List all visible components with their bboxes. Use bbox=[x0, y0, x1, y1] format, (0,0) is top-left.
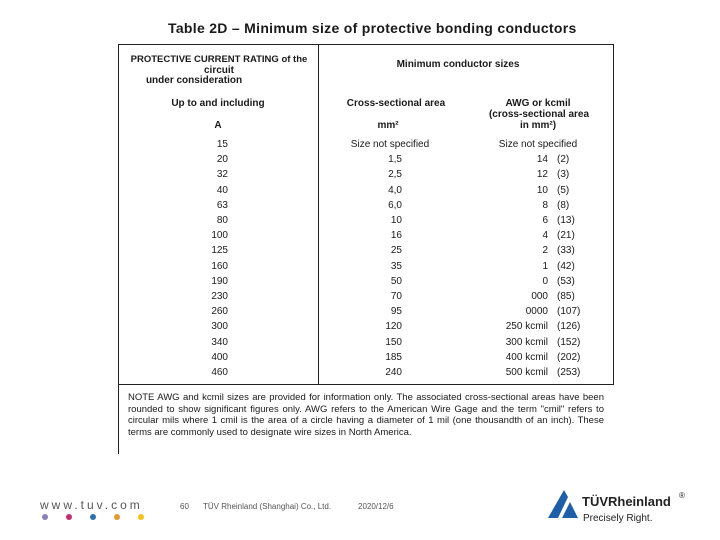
current-rating-cell: 400 bbox=[211, 352, 228, 363]
cross-section-cell: 6,0 bbox=[388, 200, 402, 211]
header-awg-line1: AWG or kcmil bbox=[505, 98, 571, 109]
header-up-to-unit: A bbox=[214, 120, 222, 131]
color-dot bbox=[66, 514, 72, 520]
current-rating-cell: 125 bbox=[211, 245, 228, 256]
awg-mm2-cell: (253) bbox=[557, 367, 581, 378]
awg-cell: 500 kcmil bbox=[505, 367, 548, 378]
cross-section-cell: 185 bbox=[385, 352, 402, 363]
awg-mm2-cell: (107) bbox=[557, 306, 581, 317]
table-title: Table 2D – Minimum size of protective bonding conductors bbox=[168, 20, 577, 36]
table-top-border bbox=[118, 44, 614, 45]
header-csa: Cross-sectional area bbox=[346, 98, 446, 109]
brand-tagline: Precisely Right. bbox=[583, 513, 653, 524]
awg-mm2-cell: (3) bbox=[557, 169, 570, 180]
awg-cell: Size not specified bbox=[498, 139, 578, 150]
cross-section-cell: 70 bbox=[390, 291, 402, 302]
awg-cell: 1 bbox=[542, 261, 548, 272]
current-rating-cell: 80 bbox=[216, 215, 228, 226]
color-dot bbox=[42, 514, 48, 520]
header-rating-line1: PROTECTIVE CURRENT RATING of the bbox=[130, 54, 308, 65]
cross-section-cell: 25 bbox=[390, 245, 402, 256]
color-dot bbox=[138, 514, 144, 520]
header-csa-unit: mm² bbox=[377, 120, 399, 131]
header-awg-line2: (cross-sectional area bbox=[488, 109, 590, 120]
awg-cell: 12 bbox=[536, 169, 548, 180]
header-rating-line3: under consideration bbox=[145, 75, 243, 86]
awg-cell: 8 bbox=[542, 200, 548, 211]
header-rating-line2: circuit bbox=[203, 65, 234, 76]
cross-section-cell: 1,5 bbox=[388, 154, 402, 165]
header-awg-line3: in mm²) bbox=[519, 120, 557, 131]
awg-mm2-cell: (126) bbox=[557, 321, 581, 332]
current-rating-cell: 20 bbox=[216, 154, 228, 165]
awg-cell: 0 bbox=[542, 276, 548, 287]
awg-mm2-cell: (85) bbox=[557, 291, 575, 302]
awg-mm2-cell: (8) bbox=[557, 200, 570, 211]
brand-name: TÜVRheinland bbox=[582, 494, 671, 509]
awg-mm2-cell: (33) bbox=[557, 245, 575, 256]
cross-section-cell: 10 bbox=[390, 215, 402, 226]
awg-cell: 6 bbox=[542, 215, 548, 226]
awg-cell: 0000 bbox=[525, 306, 548, 317]
table-right-border bbox=[613, 44, 614, 384]
awg-mm2-cell: (21) bbox=[557, 230, 575, 241]
cross-section-cell: Size not specified bbox=[350, 139, 430, 150]
footer-page-number: 60 bbox=[180, 502, 189, 511]
table-left-border bbox=[118, 44, 119, 454]
current-rating-cell: 190 bbox=[211, 276, 228, 287]
cross-section-cell: 35 bbox=[390, 261, 402, 272]
header-min-sizes: Minimum conductor sizes bbox=[396, 59, 520, 70]
column-divider bbox=[318, 44, 319, 384]
current-rating-cell: 63 bbox=[216, 200, 228, 211]
cross-section-cell: 50 bbox=[390, 276, 402, 287]
awg-mm2-cell: (202) bbox=[557, 352, 581, 363]
current-rating-cell: 230 bbox=[211, 291, 228, 302]
awg-mm2-cell: (2) bbox=[557, 154, 570, 165]
awg-mm2-cell: (13) bbox=[557, 215, 575, 226]
registered-mark: ® bbox=[679, 491, 685, 500]
color-dot bbox=[114, 514, 120, 520]
cross-section-cell: 240 bbox=[385, 367, 402, 378]
awg-cell: 000 bbox=[531, 291, 548, 302]
awg-cell: 10 bbox=[536, 185, 548, 196]
awg-mm2-cell: (42) bbox=[557, 261, 575, 272]
current-rating-cell: 100 bbox=[211, 230, 228, 241]
current-rating-cell: 40 bbox=[216, 185, 228, 196]
current-rating-cell: 340 bbox=[211, 337, 228, 348]
awg-cell: 300 kcmil bbox=[505, 337, 548, 348]
cross-section-cell: 150 bbox=[385, 337, 402, 348]
table-note: NOTE AWG and kcmil sizes are provided for information only. The associated cross-sectional areas have been rounded to show significant figures only. AWG refers to the American Wire Gage and the term "cmil" refers to circular mils where 1 cmil is the area of a circle having a diameter of 1 mil (one thousandth of an inch). These terms are commonly used to designate wire sizes in North America. bbox=[128, 392, 604, 438]
current-rating-cell: 460 bbox=[211, 367, 228, 378]
awg-mm2-cell: (152) bbox=[557, 337, 581, 348]
current-rating-cell: 32 bbox=[216, 169, 228, 180]
current-rating-cell: 300 bbox=[211, 321, 228, 332]
header-up-to: Up to and including bbox=[171, 98, 265, 109]
awg-mm2-cell: (53) bbox=[557, 276, 575, 287]
awg-cell: 2 bbox=[542, 245, 548, 256]
table-bottom-border bbox=[118, 384, 614, 385]
awg-cell: 400 kcmil bbox=[505, 352, 548, 363]
footer-company: TÜV Rheinland (Shanghai) Co., Ltd. bbox=[203, 502, 332, 511]
footer-date: 2020/12/6 bbox=[358, 502, 394, 511]
cross-section-cell: 2,5 bbox=[388, 169, 402, 180]
color-dot bbox=[90, 514, 96, 520]
current-rating-cell: 260 bbox=[211, 306, 228, 317]
awg-mm2-cell: (5) bbox=[557, 185, 570, 196]
current-rating-cell: 15 bbox=[216, 139, 228, 150]
cross-section-cell: 4,0 bbox=[388, 185, 402, 196]
cross-section-cell: 95 bbox=[390, 306, 402, 317]
awg-cell: 14 bbox=[536, 154, 548, 165]
awg-cell: 250 kcmil bbox=[505, 321, 548, 332]
footer-url[interactable]: www.tuv.com bbox=[40, 498, 143, 512]
awg-cell: 4 bbox=[542, 230, 548, 241]
cross-section-cell: 120 bbox=[385, 321, 402, 332]
current-rating-cell: 160 bbox=[211, 261, 228, 272]
cross-section-cell: 16 bbox=[390, 230, 402, 241]
